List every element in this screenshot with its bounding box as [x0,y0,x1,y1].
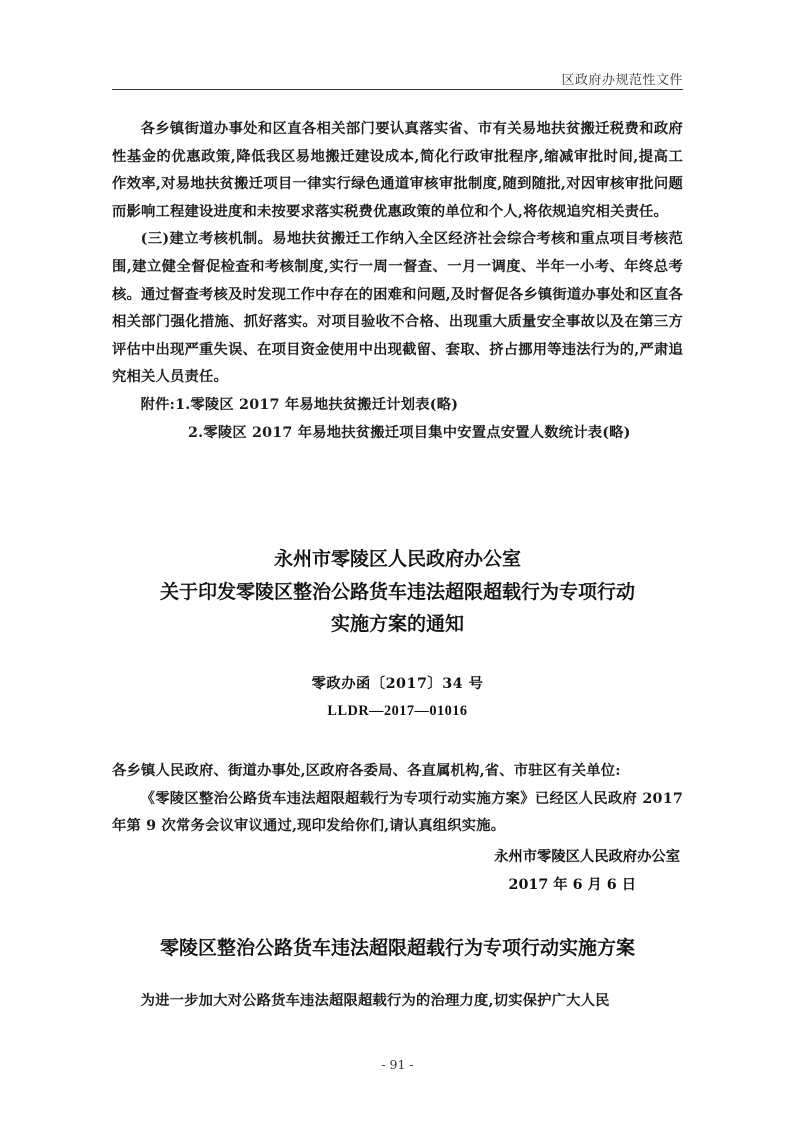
notice-content: 《零陵区整治公路货车违法超限超载行为专项行动实施方案》已经区人民政府 2017 年第 9 次常务会议审议通过,现印发给你们,请认真组织实施。 [112,790,683,835]
notice-title-line-1: 永州市零陵区人民政府办公室 [273,548,521,570]
plan-intro-block [112,988,683,1016]
signature-date: 2017 年 6 月 6 日 [508,877,636,893]
notice-title-line-3: 实施方案的通知 [330,613,464,635]
notice-title [112,543,683,641]
signature-organization: 永州市零陵区人民政府办公室 [494,849,680,865]
running-header: 区政府办规范性文件 [561,73,683,88]
plan-title: 零陵区整治公路货车违法超限超载行为专项行动实施方案 [159,937,635,959]
attachment-item-2: 2.零陵区 2017 年易地扶贫搬迁项目集中安置点安置人数统计表(略) [188,424,631,441]
header-divider [112,89,683,90]
signature-block [112,846,683,894]
assessment-mechanism-paragraph: (三)建立考核机制。易地扶贫搬迁工作纳入全区经济社会综合考核和重点项目考核范围,建立健全督促检查和考核制度,实行一周一督查、一月一调度、半年一小考、年终总考核。通过督查考核及时发现工作中存在的困难和问题,及时督促各乡镇街道办事处和区直各相关部门强化措施、抓好落实。对项目验收不合格、出现重大质量安全事故以及在第三方评估中出现严重失误、在项目资金使用中出现截留、套取、挤占挪用等违法行为的,严肃追究相关人员责任。 [112,231,684,386]
registration-number: LLDR—2017—01016 [327,703,468,719]
preferential-policy-paragraph: 各乡镇街道办事处和区直各相关部门要认真落实省、市有关易地扶贫搬迁税费和政府性基金的优惠政策,降低我区易地搬迁建设成本,简化行政审批程序,缩减审批时间,提高工作效率,对易地扶贫搬迁项目一律实行绿色通道审核审批制度,随到随批,对因审核审批问题而影响工程建设进度和未按要求落实税费优惠政策的单位和个人,将依规追究相关责任。 [112,121,683,220]
notice-body [112,758,683,841]
document-number: 零政办函〔2017〕34 号 [311,676,484,692]
page-number: - 91 - [381,1057,414,1072]
notice-title-line-2: 关于印发零陵区整治公路货车违法超限超载行为专项行动 [159,580,635,603]
recipients-line: 各乡镇人民政府、街道办事处,区政府各委局、各直属机构,省、市驻区有关单位: [112,763,621,779]
previous-section [112,116,683,447]
plan-intro-paragraph: 为进一步加大对公路货车违法超限超载行为的治理力度,切实保护广大人民 [140,993,610,1009]
attachment-item-1: 附件:1.零陵区 2017 年易地扶贫搬迁计划表(略) [140,396,459,413]
